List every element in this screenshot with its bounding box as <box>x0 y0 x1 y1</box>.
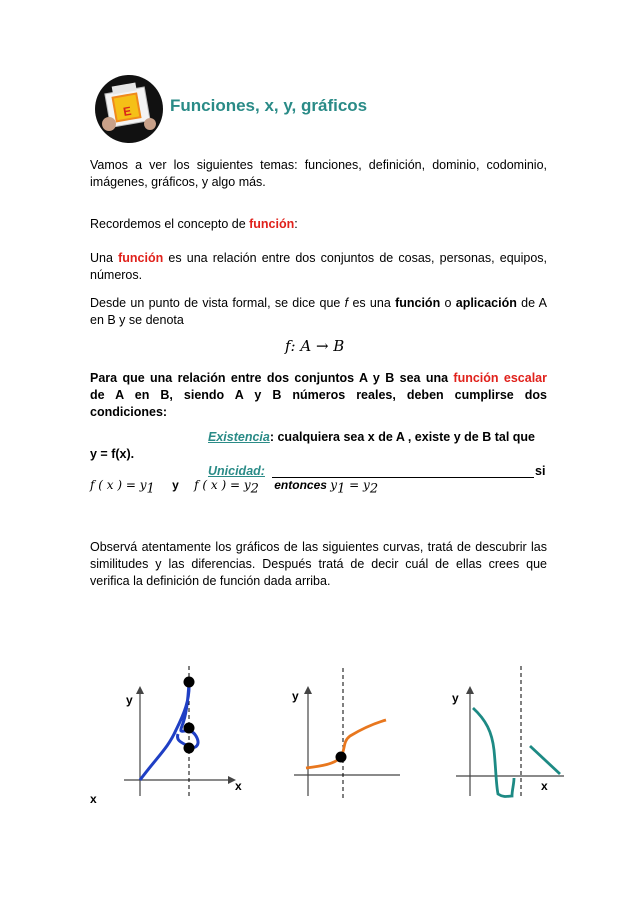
uniqueness-si: si <box>535 464 546 478</box>
recall-paragraph: Recordemos el concepto de función: <box>90 217 298 231</box>
funcion-keyword: función <box>249 217 295 231</box>
intro-paragraph: Vamos a ver los siguientes temas: funciones, definición, dominio, codominio, imágenes, gráficos, y algo más. <box>90 158 547 189</box>
funcion-keyword: función <box>118 251 164 265</box>
intersection-point <box>336 752 347 763</box>
logo-badge <box>94 74 164 144</box>
observe-paragraph: Observá atentamente los gráficos de las siguientes curvas, tratá de descubrir las similitudes y las diferencias. Después tratá de decir cuál de ellas crees que verifica la definición de función dada arriba. <box>90 540 547 588</box>
x-axis-label: x <box>235 779 242 793</box>
y-axis-label: y <box>452 691 459 705</box>
graph-teal-curve <box>440 660 580 810</box>
existence-condition-cont: y = f(x). <box>90 447 135 461</box>
stray-x-label: x <box>90 792 97 806</box>
graph-blue-curve <box>80 660 270 810</box>
graph-orange-curve <box>282 660 412 810</box>
logo-icon <box>94 74 164 144</box>
intersection-point <box>184 677 195 688</box>
orange-curve <box>306 720 386 768</box>
existence-condition: Existencia: cualquiera sea x de A , existe y de B tal que <box>208 430 535 444</box>
y-axis-arrow-icon <box>466 686 474 694</box>
existencia-label: Existencia <box>208 430 270 444</box>
teal-curve-right <box>530 746 560 774</box>
definition-paragraph: Una función es una relación entre dos conjuntos de cosas, personas, equipos, números. <box>90 251 547 282</box>
intersection-point <box>184 743 195 754</box>
x-axis-label: x <box>541 779 548 793</box>
y-axis-arrow-icon <box>304 686 312 694</box>
svg-text:E: E <box>122 103 133 119</box>
unicidad-label: Unicidad: <box>208 464 265 478</box>
y-axis-arrow-icon <box>136 686 144 694</box>
intersection-point <box>184 723 195 734</box>
uniqueness-formula: f ( x ) = $y_1$ y f ( x ) = $y_2$ entonces $y_1 = y_2$ <box>90 478 379 497</box>
formal-paragraph: Desde un punto de vista formal, se dice que f es una función o aplicación de A en B y se denota <box>90 296 548 327</box>
function-notation: f: A → B <box>285 337 345 355</box>
page-title: Funciones, x, y, gráficos <box>170 96 368 115</box>
y-axis-label: y <box>292 689 299 703</box>
funcion-escalar-keyword: función escalar <box>453 371 548 385</box>
teal-curve-left <box>473 708 514 797</box>
y-axis-label: y <box>126 693 133 707</box>
scalar-conditions-paragraph: Para que una relación entre dos conjuntos A y B sea una función escalar de A en B, siendo A y B números reales, deben cumplirse dos condiciones: <box>90 371 548 419</box>
